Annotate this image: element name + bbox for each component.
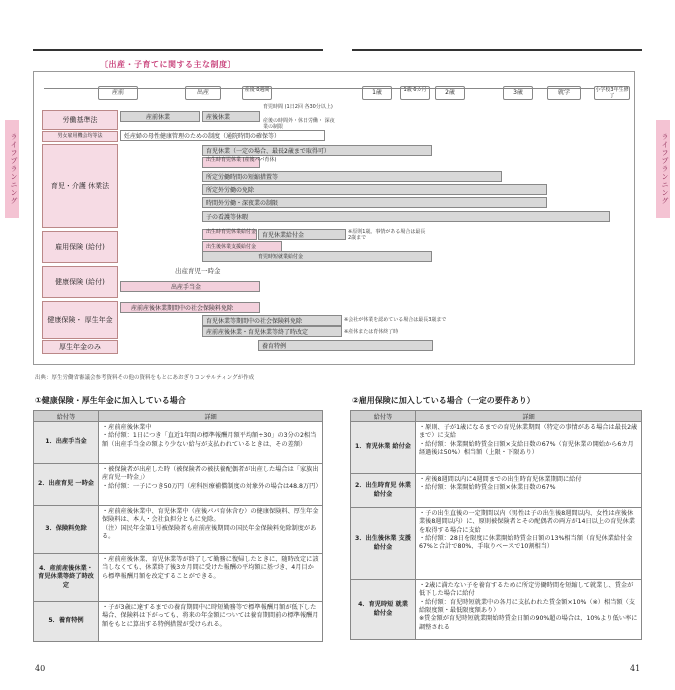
right-row-key: 1．育児休業 給付金 [351, 422, 416, 474]
table-row [351, 422, 642, 474]
left-row-detail: ・子が3歳に達するまでの養育期間中に時短勤務等で標準報酬月額が低下した場合、保険料は下がっても、将来の年金額については養育期間前の標準報酬月額をもとに算出する特例措置が受けられる。 [99, 602, 323, 642]
stage-1sai: 1歳 [362, 86, 392, 100]
left-section-title: ①健康保険・厚生年金に加入している場合 [35, 396, 186, 405]
bar-ikuji-kyugyo: 育児休業（一定の場合、最長2歳まで取得可） [202, 145, 432, 156]
top-rule-left [33, 49, 323, 51]
stage-shussan: 出産 [185, 86, 221, 100]
note-kaitei: ※産休または育休終了時 [344, 329, 399, 335]
bar-kango: 子の看護等休暇 [202, 211, 610, 222]
bar-jitan-kyufu: 育児時短就業給付金 [202, 251, 432, 262]
right-row-key: 2．出生時育児 休業給付金 [351, 474, 416, 508]
left-row-key: 1．出産手当金 [34, 422, 99, 464]
left-row-key: 4．産前産後休業・育児休業等終了時改定 [34, 554, 99, 602]
bar-shoteigai: 所定外労働の免除 [202, 184, 547, 195]
bar-jikangai: 時間外労働・深夜業の制限 [202, 197, 547, 208]
bar-teate: 出産手当金 [120, 281, 260, 292]
left-row-detail: ・産前産後休業、育児休業等が終了して勤務に復帰したときに、随時改定に該当しなくても、休業終了後3カ月間に受けた報酬の平均額に基づき、4月目から標準報酬月額を改定することができる。 [99, 554, 323, 602]
left-row-key: 5．養育特例 [34, 602, 99, 642]
right-section-title: ②雇用保険に加入している場合（一定の要件あり） [352, 396, 535, 405]
stage-3sai: 3歳 [503, 86, 533, 100]
right-row-key: 3．出生後休業 支援給付金 [351, 508, 416, 580]
bar-shakai-menjo: 産前産後休業期間中の社会保険料免除 [120, 302, 260, 313]
note-yakan: 産後の時間外・休日労働・ 深夜業の制限 [263, 118, 335, 130]
right-header-key: 給付等 [351, 411, 416, 422]
table-row [34, 422, 323, 464]
row-employment: 雇用保険 (給付) [42, 231, 118, 263]
left-header-key: 給付等 [34, 411, 99, 422]
bar-shussei-shien: 出生後休業支援給付金 [202, 241, 282, 252]
table-row [34, 554, 323, 602]
left-row-detail: ・被保険者が出産した時（被保険者の被扶養配偶者が出産した場合は「家族出産育児一時金」） ・給付額：一子につき50万円（産科医療補償制度の対象外の場合は48.8万円） [99, 464, 323, 506]
top-rule-right [352, 49, 642, 51]
row-equal: 男女雇用機会均等法 [42, 131, 118, 142]
row-childcare: 育児・介護 休業法 [42, 144, 118, 228]
right-row-detail: ・原則、子が1歳になるまでの育児休業期間（特定の事情がある場合は最長2歳まで）に支給 ・給付額：休業開始時賃金日額×支給日数の67%（育児休業の開始から6カ月経過後は50%）相当額（上限・下限あり） [416, 422, 642, 474]
bar-boshi: 妊産婦の母性健康管理のための制度（通院時間の確保等） [120, 130, 325, 141]
stage-2sai: 2歳 [435, 86, 465, 100]
right-row-key: 4．育児時短 就業 給付金 [351, 580, 416, 640]
table-row [34, 464, 323, 506]
side-tab-left: ライフプランニング [5, 120, 19, 218]
note-ikuji-menjo: ※会社が休業を認めている場合は最長3歳まで [344, 317, 447, 323]
bar-shussei-kyufu: 出生時育児休業給付金 [202, 229, 257, 240]
left-table [33, 410, 323, 642]
table-row [351, 580, 642, 640]
page-number-left: 40 [35, 664, 46, 673]
left-header-detail: 詳細 [99, 411, 323, 422]
bar-ikuji-menjo: 育児休業等期間中の社会保険料免除 [202, 315, 342, 326]
stage-sanzen: 産前 [98, 86, 138, 100]
row-labor: 労働基準法 [42, 110, 118, 130]
left-row-key: 2．出産育児 一時金 [34, 464, 99, 506]
right-row-detail: ・産後8週間以内に4週間までの出生時育児休業期間に給付 ・給付額：休業開始時賃金日額×休業日数の67% [416, 474, 642, 508]
left-row-detail: ・産前産後休業中 ・給付額：1日につき「直近1年間の標準報酬月額平均額÷30」の3分の2相当額（出産手当金の額より少ない給与が支払われているときは、その差額） [99, 422, 323, 464]
page-number-right: 41 [630, 664, 641, 673]
right-table [350, 410, 642, 640]
arrow-line [44, 88, 594, 89]
bar-kaitei: 産前産後休業・育児休業等終了時改定 [202, 326, 342, 337]
bar-shussei-ikuji: 出生時育児休業 (産後パパ育休) [202, 157, 260, 168]
label-ichiji: 出産育児一時金 [175, 267, 221, 275]
right-header-detail: 詳細 [416, 411, 642, 422]
bar-ikuji-kyufu: 育児休業給付金 [258, 229, 346, 240]
bar-tanshuku: 所定労働時間の短縮措置等 [202, 171, 502, 182]
left-row-detail: ・産前産後休業中、育児休業中（産後パパ育休含む）の健康保険料、厚生年金保険料は、本人・会社負担分ともに免除。 （注）国民年金第1号被保険者も産前産後期間の国民年金保険料免除制度がある。 [99, 506, 323, 554]
side-tab-right: ライフプランニング [656, 120, 670, 218]
chart-title: 〔出産・子育てに関する主な制度〕 [100, 60, 236, 69]
row-pension-nat: 厚生年金のみ [42, 340, 118, 354]
bar-sango: 産後休業 [202, 111, 260, 122]
bar-sanzen: 産前休業 [120, 111, 200, 122]
row-health: 健康保険 (給付) [42, 266, 118, 298]
source-note: 出典：厚生労働省審議会参考資料その他の資料をもとにあおぎりコンサルティングが作成 [35, 375, 255, 381]
table-row [351, 508, 642, 580]
stage-sango: 産後 8週間 [242, 86, 272, 100]
table-row [34, 602, 323, 642]
right-row-detail: ・子の出生直後の一定期間以内（男性は子の出生後8週間以内、女性は産後休業後8週間以内）に、原則被保険者とその配偶者の両方が14日以上の育児休業を取得する場合に支給 ・給付額：28日を限度に休業開始時賃金日額の13%相当額（育児休業給付金67%と合計で80%、手取りベースで10割相当） [416, 508, 642, 580]
stage-1sai6: 1歳 6カ月 [400, 86, 430, 100]
bar-yoiku: 養育特例 [258, 340, 433, 351]
note-ikuji-jikan: 育児時間 (1日2回 各30分以上) [263, 104, 333, 110]
right-row-detail: ・2歳に満たない子を養育するために所定労働時間を短縮して就業し、賃金が低下した場合に給付 ・給付額：育児時短就業中の各月に支払われた賃金額×10%（※）相当額（支給限度額・最低限度額あり） ※賃金額が育児時短就業開始時賃金日額の90%超の場合は、10%より低い率に調整される [416, 580, 642, 640]
note-kyufu: ※原則1歳。事情がある場合は最長2歳まで [348, 229, 426, 241]
table-row [351, 474, 642, 508]
table-row [34, 506, 323, 554]
row-pension-emp: 健康保険・ 厚生年金 [42, 301, 118, 339]
left-row-key: 3．保険料免除 [34, 506, 99, 554]
stage-shugaku: 就学 [547, 86, 581, 100]
stage-sho3: 小学校3年生修了 [595, 87, 629, 99]
